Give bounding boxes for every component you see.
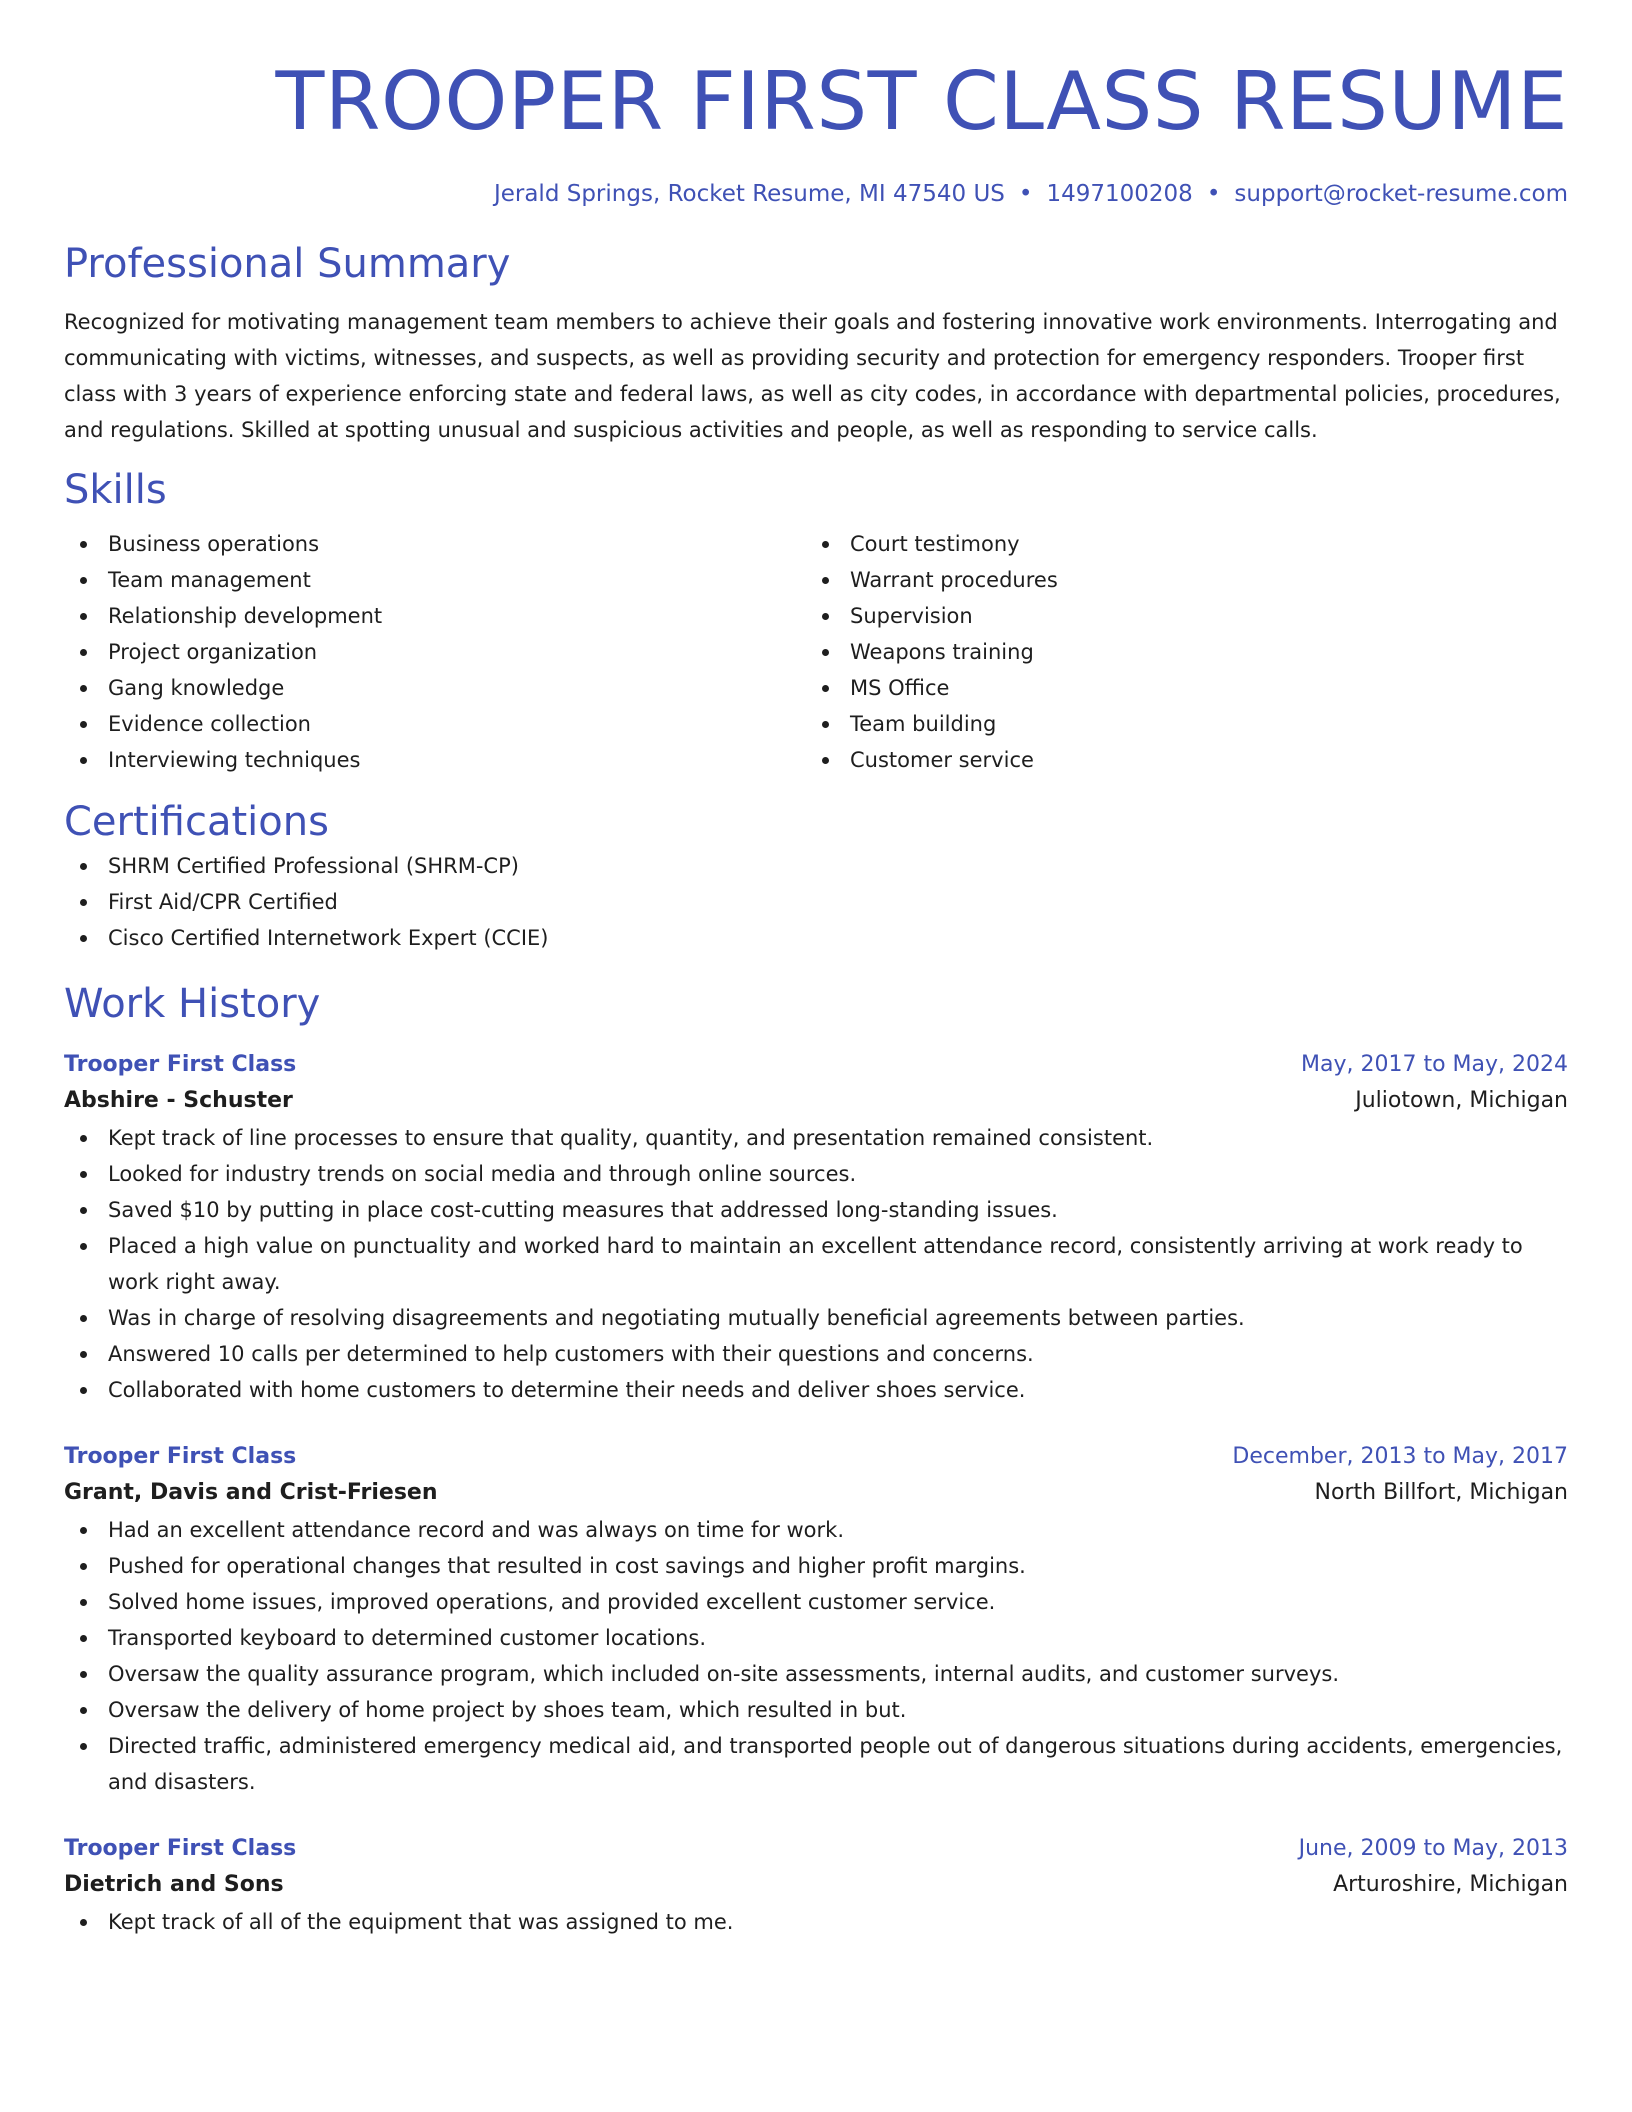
certifications-section	[64, 796, 1568, 956]
summary-text: Recognized for motivating management team members to achieve their goals and fostering innovative work environments. Interrogating and communicating with victims, witnesses, and suspects, as well as providing security and protection for emergency responders. Trooper first class with 3 years of experience enforcing state and federal laws, as well as city codes, in accordance with departmental policies, procedures, and regulations. Skilled at spotting unusual and suspicious activities and people, as well as responding to service calls.	[64, 310, 1561, 442]
skill-item: Warrant procedures	[806, 562, 1548, 598]
job-title: Trooper First Class	[64, 1052, 297, 1077]
job-bullet: Kept track of all of the equipment that was assigned to me.	[64, 1904, 1568, 1940]
job-entry	[64, 1440, 1568, 1800]
job-location: Arturoshire, Michigan	[1333, 1872, 1568, 1897]
job-title-row	[64, 1440, 1568, 1474]
job-bullet: Pushed for operational changes that resulted in cost savings and higher profit margins.	[64, 1548, 1568, 1584]
job-bullet: Saved $10 by putting in place cost-cutting measures that addressed long-standing issues.	[64, 1192, 1568, 1228]
skill-item: Gang knowledge	[64, 670, 806, 706]
skills-column-left	[64, 526, 806, 778]
certification-item: SHRM Certified Professional (SHRM-CP)	[64, 848, 1568, 884]
job-dates: May, 2017 to May, 2024	[1301, 1052, 1568, 1077]
job-location: Juliotown, Michigan	[1355, 1088, 1568, 1113]
job-location: North Billfort, Michigan	[1314, 1480, 1568, 1505]
skills-section	[64, 464, 1568, 778]
job-bullet: Transported keyboard to determined customer locations.	[64, 1620, 1568, 1656]
job-bullet: Oversaw the quality assurance program, which included on-site assessments, internal audits, and customer surveys.	[64, 1656, 1568, 1692]
skill-item: Team management	[64, 562, 806, 598]
job-bullets	[64, 1904, 1568, 1940]
job-company-row	[64, 1474, 1568, 1512]
skill-item: Team building	[806, 706, 1548, 742]
job-bullets	[64, 1512, 1568, 1800]
job-dates: December, 2013 to May, 2017	[1232, 1444, 1568, 1469]
job-dates: June, 2009 to May, 2013	[1298, 1836, 1568, 1861]
skill-item: Customer service	[806, 742, 1548, 778]
job-bullet: Oversaw the delivery of home project by shoes team, which resulted in but.	[64, 1692, 1568, 1728]
contact-email[interactable]: support@rocket-resume.com	[1234, 181, 1568, 207]
contact-phone: 1497100208	[1046, 181, 1193, 207]
job-bullets	[64, 1120, 1568, 1408]
work-history-section	[64, 978, 1568, 1940]
skill-item: Relationship development	[64, 598, 806, 634]
job-company: Abshire - Schuster	[64, 1088, 293, 1113]
job-bullet: Looked for industry trends on social media and through online sources.	[64, 1156, 1568, 1192]
skills-column-right	[806, 526, 1548, 778]
contact-separator: •	[1206, 181, 1221, 207]
job-bullet: Placed a high value on punctuality and worked hard to maintain an excellent attendance record, consistently arriving at work ready to work right away.	[64, 1228, 1568, 1300]
job-bullet: Collaborated with home customers to determine their needs and deliver shoes service.	[64, 1372, 1568, 1408]
skill-item: Evidence collection	[64, 706, 806, 742]
skill-item: Interviewing techniques	[64, 742, 806, 778]
skill-item: Weapons training	[806, 634, 1548, 670]
resume-title: TROOPER FIRST CLASS RESUME	[275, 55, 1568, 148]
job-title: Trooper First Class	[64, 1836, 297, 1861]
job-bullet: Answered 10 calls per determined to help customers with their questions and concerns.	[64, 1336, 1568, 1372]
job-entry	[64, 1832, 1568, 1940]
skill-item: Project organization	[64, 634, 806, 670]
skill-item: Court testimony	[806, 526, 1548, 562]
job-company: Dietrich and Sons	[64, 1872, 284, 1897]
job-company: Grant, Davis and Crist-Friesen	[64, 1480, 438, 1505]
job-bullet: Kept track of line processes to ensure that quality, quantity, and presentation remained consistent.	[64, 1120, 1568, 1156]
job-bullet: Was in charge of resolving disagreements and negotiating mutually beneficial agreements between parties.	[64, 1300, 1568, 1336]
job-entry	[64, 1048, 1568, 1408]
job-bullet: Had an excellent attendance record and was always on time for work.	[64, 1512, 1568, 1548]
section-heading: Professional Summary	[64, 241, 511, 287]
job-title-row	[64, 1832, 1568, 1866]
skills-grid	[64, 526, 1568, 778]
skill-item: MS Office	[806, 670, 1548, 706]
professional-summary-section	[64, 238, 1568, 448]
job-title: Trooper First Class	[64, 1444, 297, 1469]
section-heading: Certifications	[64, 799, 329, 845]
job-bullet: Solved home issues, improved operations, and provided excellent customer service.	[64, 1584, 1568, 1620]
contact-separator: •	[1018, 181, 1033, 207]
resume-header	[64, 0, 1568, 210]
job-company-row	[64, 1866, 1568, 1904]
job-company-row	[64, 1082, 1568, 1120]
certification-item: Cisco Certified Internetwork Expert (CCIE)	[64, 920, 1568, 956]
contact-line	[64, 178, 1568, 210]
certification-item: First Aid/CPR Certified	[64, 884, 1568, 920]
certifications-list	[64, 848, 1568, 956]
contact-address: Jerald Springs, Rocket Resume, MI 47540 US	[493, 181, 1005, 207]
job-bullet: Directed traffic, administered emergency medical aid, and transported people out of dangerous situations during accidents, emergencies, and disasters.	[64, 1728, 1568, 1800]
section-heading: Work History	[64, 981, 321, 1027]
section-heading: Skills	[64, 467, 167, 513]
skill-item: Business operations	[64, 526, 806, 562]
skill-item: Supervision	[806, 598, 1548, 634]
job-title-row	[64, 1048, 1568, 1082]
